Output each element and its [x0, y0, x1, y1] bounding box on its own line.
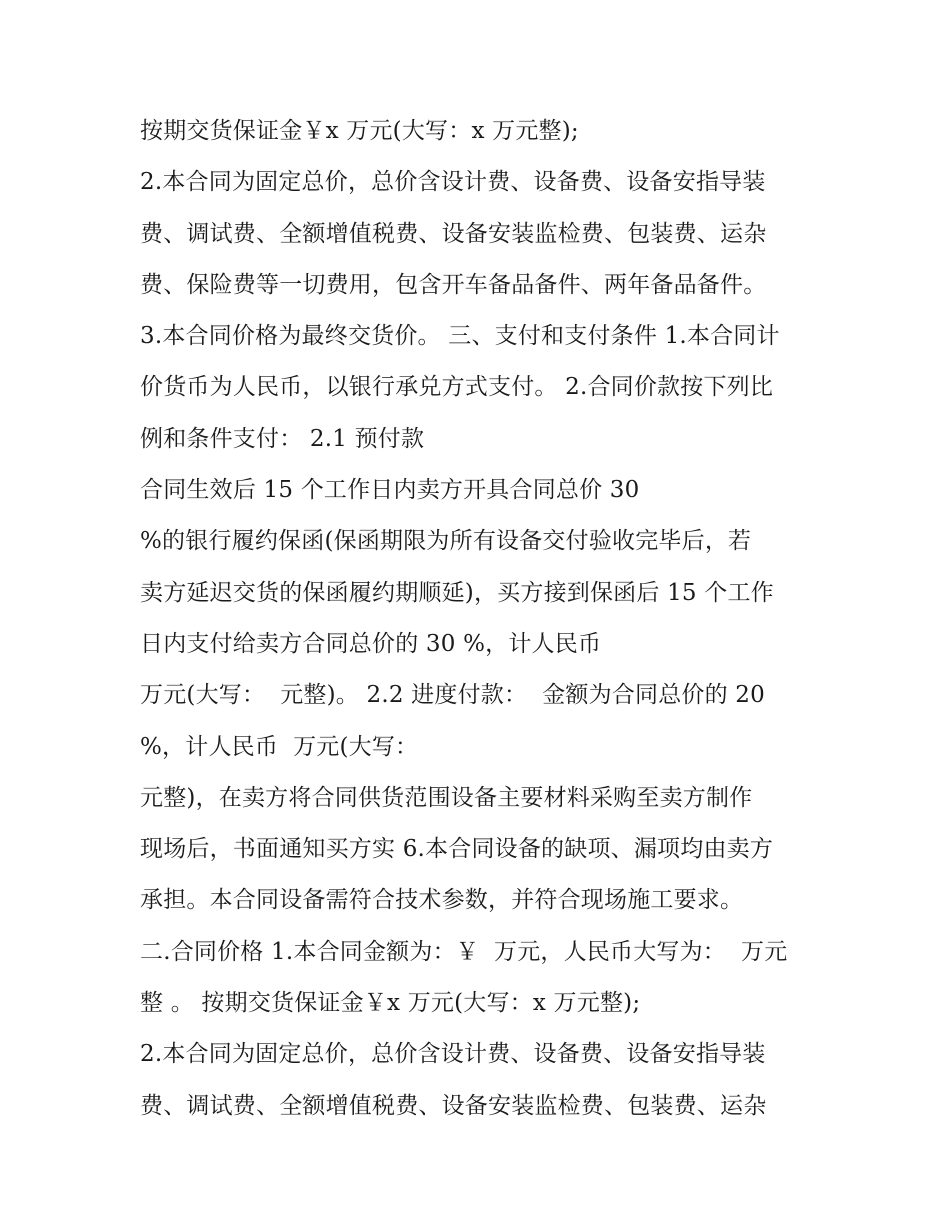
- text-line: 合同生效后 15 个工作日内卖方开具合同总价 30: [140, 477, 640, 504]
- text-line: 整 。 按期交货保证金￥x 万元(大写：x 万元整);: [140, 990, 641, 1017]
- text-line: 按期交货保证金￥x 万元(大写：x 万元整);: [140, 118, 579, 144]
- text-line: 例和条件支付： 2.1 预付款: [140, 425, 425, 452]
- text-line: 2.本合同为固定总价，总价含设计费、设备费、设备安指导装: [140, 169, 766, 196]
- text-line: 万元(大写： 元整)。 2.2 进度付款： 金额为合同总价的 20: [140, 682, 765, 709]
- text-line: 现场后，书面通知买方实 6.本合同设备的缺项、漏项均由卖方: [140, 836, 774, 863]
- text-line: 费、保险费等一切费用，包含开车备品备件、两年备品备件。: [140, 271, 767, 298]
- text-line: 2.本合同为固定总价，总价含设计费、设备费、设备安指导装: [140, 1041, 766, 1068]
- text-line: 费、调试费、全额增值税费、设备安装监检费、包装费、运杂: [140, 220, 767, 247]
- text-line: %的银行履约保函(保函期限为所有设备交付验收完毕后，若: [140, 528, 752, 555]
- text-line: 二.合同价格 1.本合同金额为：￥ 万元，人民币大写为： 万元: [140, 938, 788, 965]
- document-body: [140, 106, 830, 1132]
- text-line: 费、调试费、全额增值税费、设备安装监检费、包装费、运杂: [140, 1092, 767, 1119]
- text-line: %，计人民币 万元(大写：: [140, 733, 419, 760]
- text-line: 承担。本合同设备需符合技术参数，并符合现场施工要求。: [140, 887, 744, 914]
- text-line: 3.本合同价格为最终交货价。 三、支付和支付条件 1.本合同计: [140, 323, 780, 350]
- text-line: 卖方延迟交货的保函履约期顺延)，买方接到保函后 15 个工作: [140, 579, 774, 606]
- text-line: 日内支付给卖方合同总价的 30 %，计人民币: [140, 630, 602, 657]
- text-line: 价货币为人民币，以银行承兑方式支付。 2.合同价款按下列比: [140, 374, 774, 401]
- text-line: 元整)，在卖方将合同供货范围设备主要材料采购至卖方制作: [140, 784, 753, 811]
